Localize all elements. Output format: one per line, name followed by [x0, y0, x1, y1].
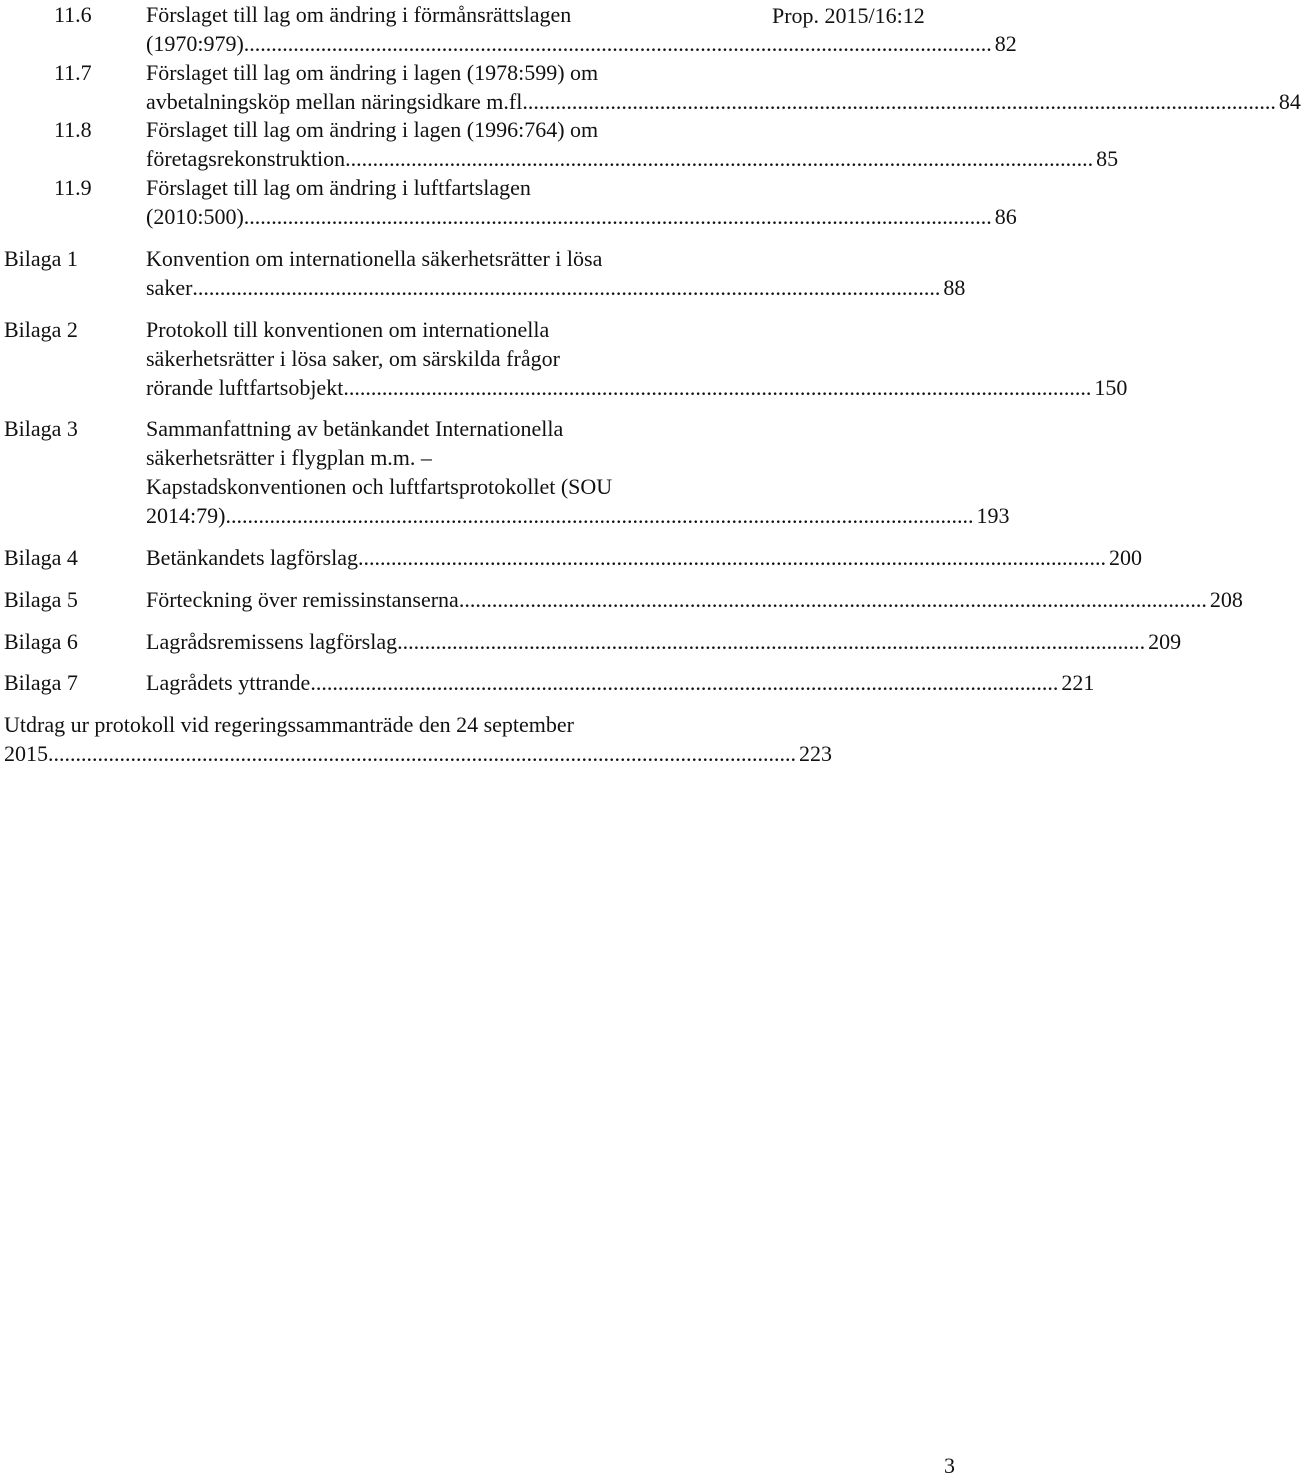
toc-entry-title: 2015: [4, 741, 48, 766]
toc-entry-title: Betänkandets lagförslag: [146, 545, 358, 570]
toc-entry-title: 2014:79): [146, 503, 226, 528]
toc-page-number: 84: [1278, 89, 1301, 114]
toc-entry-number: 11.9: [54, 175, 92, 200]
toc-entry-title: Lagrådets yttrande: [146, 670, 311, 695]
toc-page-number: 221: [1061, 670, 1095, 695]
toc-entry-title: Sammanfattning av betänkandet Internationella: [146, 416, 564, 441]
document-reference: Prop. 2015/16:12: [772, 3, 925, 28]
toc-page-number: 200: [1109, 545, 1142, 570]
toc-entry-appendix-label: Bilaga 6: [4, 629, 78, 654]
toc-entry-title: Förteckning över remissinstanserna: [146, 587, 459, 612]
toc-entry-title: Förslaget till lag om ändring i förmånsrättslagen: [146, 2, 572, 27]
toc-page-number: 88: [943, 275, 966, 300]
dot-leader: ........................................................................................................................................: [310, 670, 1059, 695]
toc-entry-appendix-label: Bilaga 5: [4, 587, 78, 612]
toc-entry-title: säkerhetsrätter i lösa saker, om särskilda frågor: [146, 346, 560, 371]
toc-page-number: 223: [799, 741, 832, 766]
toc-entry-title: saker: [146, 275, 193, 300]
toc-page-number: 85: [1096, 146, 1119, 171]
dot-leader: ........................................................................................................................................: [358, 545, 1106, 570]
toc-entry-appendix-label: Bilaga 3: [4, 416, 78, 441]
page-number: 3: [944, 1453, 955, 1478]
toc-page-number: 209: [1148, 629, 1182, 654]
toc-entry-title: Förslaget till lag om ändring i lagen (1996:764) om: [146, 117, 599, 142]
toc-entry-title: säkerhetsrätter i flygplan m.m. –: [146, 445, 432, 470]
dot-leader: ........................................................................................................................................: [397, 629, 1146, 654]
toc-entry-title: Konvention om internationella säkerhetsrätter i lösa: [146, 246, 603, 271]
toc-entry-appendix-label: Bilaga 4: [4, 545, 78, 570]
toc-entry-appendix-label: Bilaga 1: [4, 246, 78, 271]
toc-entry-title: rörande luftfartsobjekt: [146, 375, 344, 400]
toc-entry-number: 11.8: [54, 117, 92, 142]
dot-leader: ........................................................................................................................................: [243, 31, 992, 56]
toc-entry-title: Protokoll till konventionen om internationella: [146, 317, 550, 342]
dot-leader: ........................................................................................................................................: [345, 146, 1094, 171]
toc-entry-title: Kapstadskonventionen och luftfartsprotokollet (SOU: [146, 474, 613, 499]
toc-entry-title: Förslaget till lag om ändring i lagen (1978:599) om: [146, 60, 599, 85]
toc-entry-title: (2010:500): [146, 204, 244, 229]
toc-page-number: 150: [1094, 375, 1128, 400]
toc-page-number: 82: [994, 31, 1017, 56]
toc-entry-title: Lagrådsremissens lagförslag: [146, 629, 398, 654]
toc-page-number: 193: [976, 503, 1010, 528]
toc-entry-title: Förslaget till lag om ändring i luftfartslagen: [146, 175, 531, 200]
dot-leader: ........................................................................................................................................: [458, 587, 1207, 612]
toc-entry-title: företagsrekonstruktion: [146, 146, 346, 171]
dot-leader: ........................................................................................................................................: [48, 741, 796, 766]
toc-entry-number: 11.7: [54, 60, 92, 85]
dot-leader: ........................................................................................................................................: [343, 375, 1092, 400]
toc-entry-number: 11.6: [54, 2, 92, 27]
toc-entry-title: (1970:979): [146, 31, 244, 56]
toc-entry-appendix-label: Bilaga 2: [4, 317, 78, 342]
dot-leader: ........................................................................................................................................: [192, 275, 941, 300]
dot-leader: ........................................................................................................................................: [243, 204, 992, 229]
dot-leader: ........................................................................................................................................: [225, 503, 974, 528]
toc-entry-appendix-label: Bilaga 7: [4, 670, 78, 695]
toc-page-number: 86: [994, 204, 1017, 229]
toc-entry-title: Utdrag ur protokoll vid regeringssammanträde den 24 september: [4, 712, 575, 737]
toc-entry-title: avbetalningsköp mellan näringsidkare m.fl.: [146, 89, 528, 114]
dot-leader: ........................................................................................................................................: [527, 89, 1276, 114]
toc-page-number: 208: [1209, 587, 1243, 612]
